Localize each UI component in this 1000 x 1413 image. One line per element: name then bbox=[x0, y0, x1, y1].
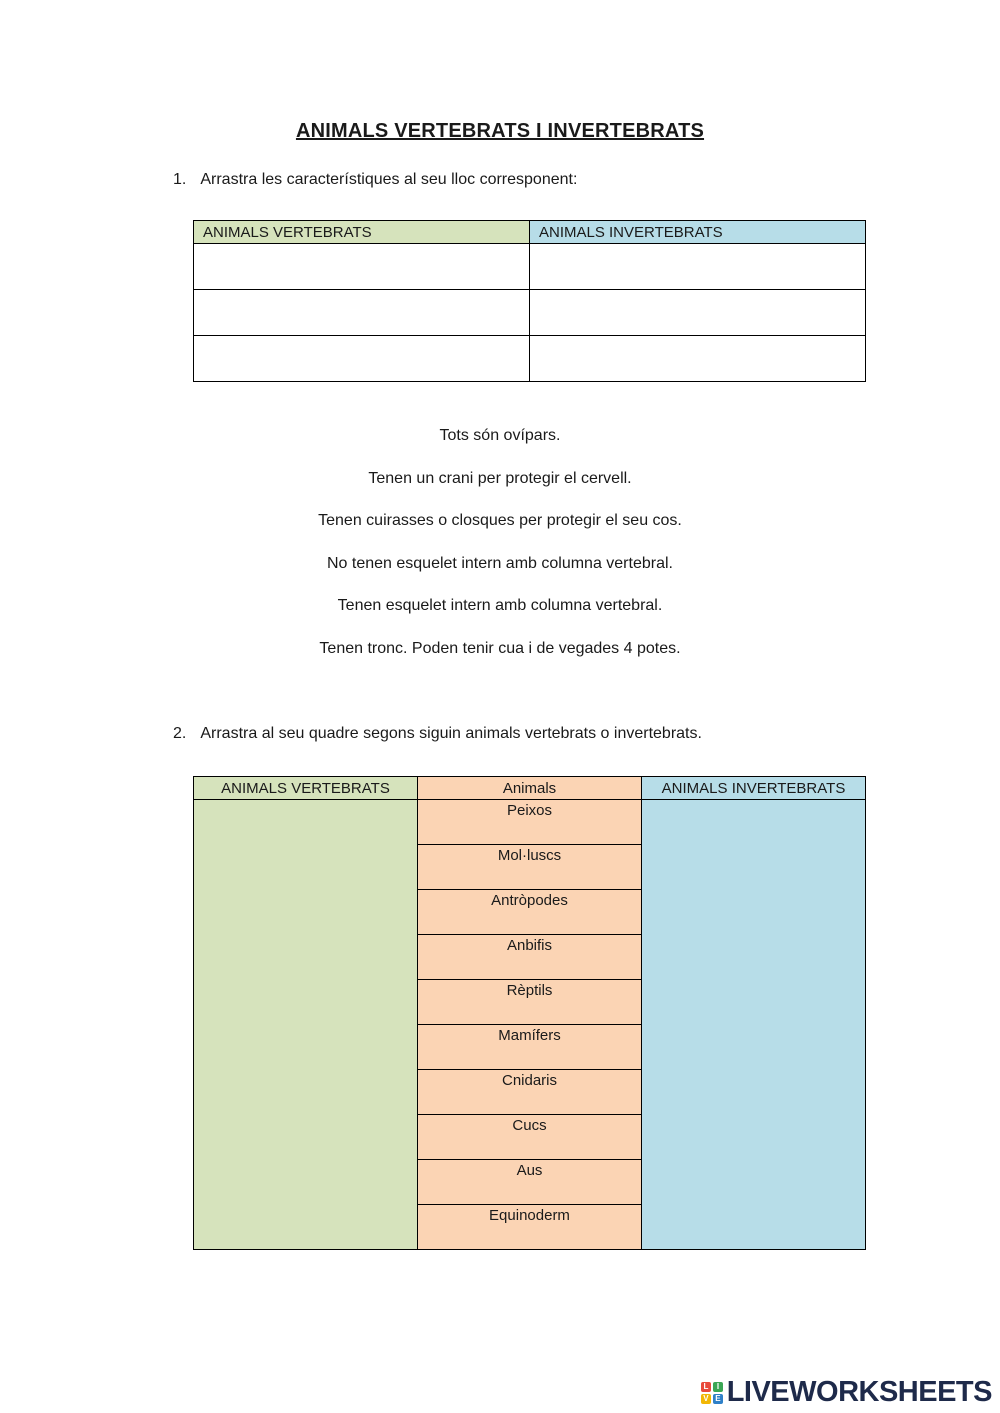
invertebrats-drop-slot-3[interactable] bbox=[530, 336, 866, 382]
vertebrats-drop-slot-1[interactable] bbox=[194, 244, 530, 290]
characteristics-table bbox=[193, 220, 866, 382]
invertebrats-drop-slot-1[interactable] bbox=[530, 244, 866, 290]
draggable-statement[interactable]: Tenen esquelet intern amb columna vertebral. bbox=[337, 597, 663, 615]
animals-classification-table bbox=[193, 776, 866, 1250]
draggable-statement[interactable]: Tots són ovípars. bbox=[439, 427, 561, 444]
animal-item[interactable]: Mol·luscs bbox=[418, 845, 642, 890]
invertebrats-drop-zone[interactable] bbox=[642, 800, 866, 1250]
question-2-number: 2. bbox=[173, 725, 187, 742]
vertebrats-drop-slot-2[interactable] bbox=[194, 290, 530, 336]
draggable-statements bbox=[0, 424, 1000, 680]
draggable-statement[interactable]: Tenen tronc. Poden tenir cua i de vegades 4 potes. bbox=[319, 639, 681, 657]
table2-header-vertebrats: ANIMALS VERTEBRATS bbox=[194, 777, 418, 800]
liveworksheets-logo bbox=[701, 1376, 992, 1409]
question-1 bbox=[173, 171, 577, 189]
animal-item[interactable]: Cucs bbox=[418, 1115, 642, 1160]
animal-item[interactable]: Cnidaris bbox=[418, 1070, 642, 1115]
liveworksheets-logo-icon: L I V E bbox=[701, 1382, 723, 1404]
question-2 bbox=[173, 725, 702, 743]
worksheet-title: ANIMALS VERTEBRATS I INVERTEBRATS bbox=[295, 120, 705, 142]
animal-item[interactable]: Equinoderm bbox=[418, 1205, 642, 1250]
table2-header-animals: Animals bbox=[418, 777, 642, 800]
table2-header-invertebrats: ANIMALS INVERTEBRATS bbox=[642, 777, 866, 800]
animal-item[interactable]: Anbifis bbox=[418, 935, 642, 980]
draggable-statement[interactable]: Tenen un crani per protegir el cervell. bbox=[368, 469, 632, 487]
question-1-text: Arrastra les característiques al seu lloc corresponent: bbox=[200, 171, 578, 188]
invertebrats-drop-slot-2[interactable] bbox=[530, 290, 866, 336]
animal-item[interactable]: Mamífers bbox=[418, 1025, 642, 1070]
table1-header-vertebrats: ANIMALS VERTEBRATS bbox=[194, 221, 530, 244]
animal-item[interactable]: Aus bbox=[418, 1160, 642, 1205]
vertebrats-drop-zone[interactable] bbox=[194, 800, 418, 1250]
table1-header-invertebrats: ANIMALS INVERTEBRATS bbox=[530, 221, 866, 244]
draggable-statement[interactable]: Tenen cuirasses o closques per protegir el seu cos. bbox=[318, 512, 682, 530]
animal-item[interactable]: Rèptils bbox=[418, 980, 642, 1025]
draggable-statement[interactable]: No tenen esquelet intern amb columna vertebral. bbox=[327, 554, 673, 572]
question-1-number: 1. bbox=[173, 171, 187, 188]
liveworksheets-logo-text: LIVEWORKSHEETS bbox=[726, 1376, 992, 1408]
animal-item[interactable]: Antròpodes bbox=[418, 890, 642, 935]
animal-item[interactable]: Peixos bbox=[418, 800, 642, 845]
vertebrats-drop-slot-3[interactable] bbox=[194, 336, 530, 382]
question-2-text: Arrastra al seu quadre segons siguin animals vertebrats o invertebrats. bbox=[200, 725, 702, 742]
